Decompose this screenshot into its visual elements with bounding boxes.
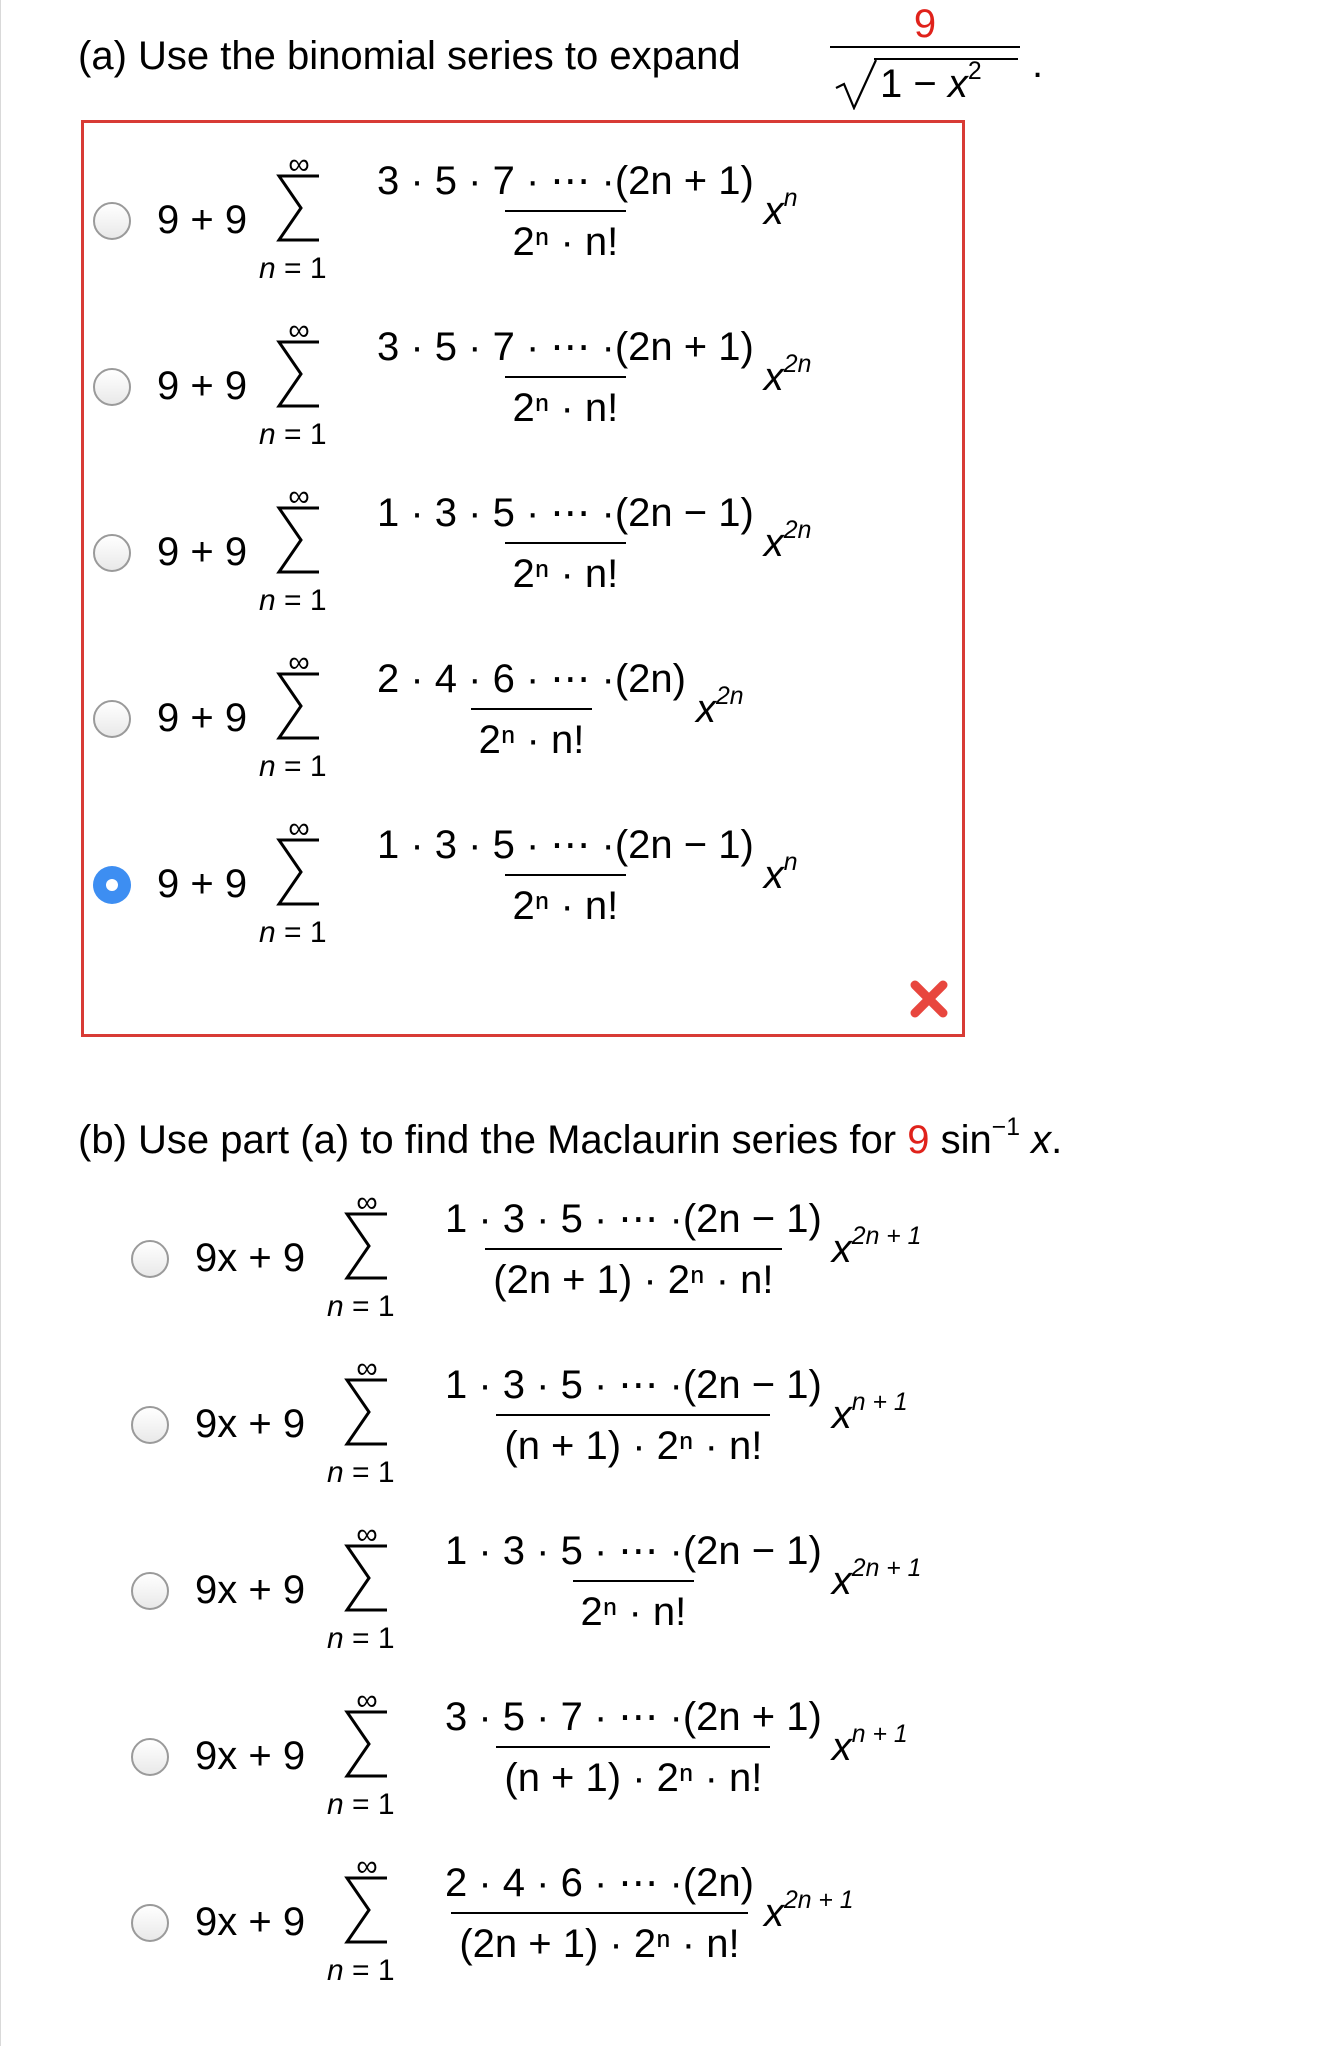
series-term (437, 1694, 908, 1801)
sum-upper-limit: ∞ (288, 646, 310, 679)
radical-overbar (874, 58, 1018, 60)
summation-icon (337, 1208, 397, 1284)
part-b-coefficient: 9 (907, 1118, 930, 1162)
power-exponent: n + 1 (851, 1389, 908, 1417)
power-variable: x (831, 1559, 852, 1603)
sum-lower-limit: n = 1 (259, 916, 327, 949)
power-variable: x (831, 1393, 852, 1437)
term-denominator: 2ⁿ · n! (573, 1580, 695, 1635)
summation-icon (337, 1706, 397, 1782)
sum-lower-limit: n = 1 (327, 1456, 395, 1489)
index-variable: n (259, 252, 276, 285)
index-variable: n (327, 1622, 344, 1655)
index-variable: n (259, 418, 276, 451)
power-term (831, 1389, 908, 1438)
power-term (831, 1555, 922, 1604)
radio-button-icon[interactable] (131, 1572, 169, 1610)
term-numerator: 2 · 4 · 6 · ⋯ ·(2n) (445, 1861, 754, 1905)
sum-upper-limit: ∞ (288, 480, 310, 513)
denominator-exponent: 2 (967, 58, 982, 86)
part-b-prompt (78, 1114, 1063, 1163)
fraction-bar (830, 46, 1020, 48)
option-lead-term: 9 + 9 (157, 198, 248, 242)
series-term (437, 1860, 854, 1967)
part-a-option-3[interactable] (93, 480, 993, 630)
part-a-option-5[interactable] (93, 812, 993, 962)
sum-lower-limit: n = 1 (259, 584, 327, 617)
power-term (763, 351, 812, 400)
power-variable: x (695, 687, 716, 731)
sum-upper-limit: ∞ (356, 1850, 378, 1883)
fraction (369, 822, 762, 929)
sum-upper-limit: ∞ (356, 1684, 378, 1717)
power-term (763, 517, 812, 566)
term-denominator: 2ⁿ · n! (505, 542, 627, 597)
sum-lower-limit: n = 1 (259, 418, 327, 451)
option-lead-term: 9x + 9 (195, 1236, 306, 1280)
term-numerator: 2 · 4 · 6 · ⋯ ·(2n) (377, 657, 686, 701)
radio-button-icon[interactable] (93, 202, 131, 240)
part-b-option-1[interactable] (131, 1186, 1031, 1336)
summation-icon (337, 1374, 397, 1450)
term-numerator: 1 · 3 · 5 · ⋯ ·(2n − 1) (377, 491, 754, 535)
power-variable: x (763, 521, 784, 565)
sum-lower-limit: n = 1 (327, 1788, 395, 1821)
part-a-option-1[interactable] (93, 148, 993, 298)
sum-upper-limit: ∞ (288, 148, 310, 181)
series-term (369, 656, 744, 763)
radio-button-icon[interactable] (93, 866, 131, 904)
term-numerator: 1 · 3 · 5 · ⋯ ·(2n − 1) (445, 1197, 822, 1241)
sum-lower-limit: n = 1 (327, 1290, 395, 1323)
index-variable: n (327, 1788, 344, 1821)
power-term (831, 1223, 922, 1272)
series-term (369, 822, 798, 929)
part-a-prompt: (a) Use the binomial series to expand (78, 34, 741, 78)
sum-lower-limit: n = 1 (259, 252, 327, 285)
part-b-variable: x (1031, 1118, 1052, 1162)
power-variable: x (763, 355, 784, 399)
part-b-option-2[interactable] (131, 1352, 1031, 1502)
term-denominator: 2ⁿ · n! (505, 874, 627, 929)
part-b-function: sin (940, 1118, 992, 1162)
power-exponent: n (783, 185, 798, 213)
term-denominator: 2ⁿ · n! (505, 376, 627, 431)
x-mark-icon (908, 978, 950, 1020)
fraction (369, 656, 694, 763)
index-variable: n (259, 750, 276, 783)
power-exponent: 2n (715, 683, 744, 711)
index-variable: n (327, 1954, 344, 1987)
sum-lower-limit: n = 1 (327, 1954, 395, 1987)
power-exponent: 2n + 1 (851, 1555, 922, 1583)
sum-lower-limit: n = 1 (327, 1622, 395, 1655)
series-term (369, 490, 811, 597)
fraction (437, 1528, 830, 1635)
series-term (437, 1362, 908, 1469)
sum-upper-limit: ∞ (356, 1518, 378, 1551)
part-b-option-5[interactable] (131, 1850, 1031, 2000)
series-term (369, 158, 798, 265)
term-numerator: 1 · 3 · 5 · ⋯ ·(2n − 1) (445, 1529, 822, 1573)
power-exponent: 2n + 1 (851, 1223, 922, 1251)
power-exponent: 2n (783, 351, 812, 379)
fraction (369, 324, 762, 431)
fraction (437, 1860, 762, 1967)
power-exponent: 2n + 1 (783, 1887, 854, 1915)
option-lead-term: 9 + 9 (157, 862, 248, 906)
sum-lower-limit: n = 1 (259, 750, 327, 783)
fraction (437, 1362, 830, 1469)
power-variable: x (763, 853, 784, 897)
option-lead-term: 9x + 9 (195, 1734, 306, 1778)
term-numerator: 3 · 5 · 7 · ⋯ ·(2n + 1) (377, 159, 754, 203)
term-numerator: 3 · 5 · 7 · ⋯ ·(2n + 1) (445, 1695, 822, 1739)
term-numerator: 1 · 3 · 5 · ⋯ ·(2n − 1) (377, 823, 754, 867)
radio-button-icon[interactable] (131, 1240, 169, 1278)
term-denominator: (2n + 1) · 2ⁿ · n! (451, 1912, 747, 1967)
denominator-var: x (947, 62, 968, 106)
radio-button-icon[interactable] (93, 368, 131, 406)
fraction (369, 490, 762, 597)
term-denominator: 2ⁿ · n! (471, 708, 593, 763)
denominator-text: 1 − (880, 62, 948, 106)
power-variable: x (831, 1725, 852, 1769)
part-b-option-3[interactable] (131, 1518, 1031, 1668)
summation-icon (269, 668, 329, 744)
sum-upper-limit: ∞ (356, 1352, 378, 1385)
radio-button-icon[interactable] (93, 700, 131, 738)
radio-button-icon[interactable] (131, 1738, 169, 1776)
summation-icon (269, 502, 329, 578)
power-term (695, 683, 744, 732)
term-denominator: (2n + 1) · 2ⁿ · n! (485, 1248, 781, 1303)
power-variable: x (763, 189, 784, 233)
part-a-end-punct: . (1032, 42, 1044, 86)
power-term (831, 1721, 908, 1770)
term-denominator: (n + 1) · 2ⁿ · n! (496, 1414, 770, 1469)
index-variable: n (259, 584, 276, 617)
power-term (763, 849, 798, 898)
option-lead-term: 9 + 9 (157, 530, 248, 574)
sum-upper-limit: ∞ (356, 1186, 378, 1219)
index-variable: n (327, 1456, 344, 1489)
expression-numerator: 9 (913, 2, 937, 46)
term-numerator: 3 · 5 · 7 · ⋯ ·(2n + 1) (377, 325, 754, 369)
index-variable: n (327, 1290, 344, 1323)
radio-button-icon[interactable] (131, 1904, 169, 1942)
option-lead-term: 9 + 9 (157, 696, 248, 740)
square-root-icon (834, 58, 878, 110)
option-lead-term: 9x + 9 (195, 1402, 306, 1446)
radio-button-icon[interactable] (93, 534, 131, 572)
part-b-option-4[interactable] (131, 1684, 1031, 1834)
power-exponent: n + 1 (851, 1721, 908, 1749)
radio-button-icon[interactable] (131, 1406, 169, 1444)
part-b-function-exponent: −1 (991, 1114, 1021, 1142)
summation-icon (337, 1872, 397, 1948)
index-variable: n (259, 916, 276, 949)
summation-icon (269, 170, 329, 246)
part-a-expression (830, 0, 1020, 120)
part-a-option-2[interactable] (93, 314, 993, 464)
power-exponent: 2n (783, 517, 812, 545)
part-a-option-4[interactable] (93, 646, 993, 796)
sum-upper-limit: ∞ (288, 812, 310, 845)
series-term (437, 1196, 921, 1303)
power-term (763, 1887, 854, 1936)
term-denominator: (n + 1) · 2ⁿ · n! (496, 1746, 770, 1801)
series-term (369, 324, 811, 431)
power-term (763, 185, 798, 234)
part-b-prompt-text: (b) Use part (a) to find the Maclaurin series for (78, 1118, 897, 1162)
summation-icon (269, 834, 329, 910)
expression-denominator (880, 58, 982, 107)
option-lead-term: 9 + 9 (157, 364, 248, 408)
power-exponent: n (783, 849, 798, 877)
sum-upper-limit: ∞ (288, 314, 310, 347)
summation-icon (269, 336, 329, 412)
option-lead-term: 9x + 9 (195, 1900, 306, 1944)
part-b-end-punct: . (1051, 1118, 1063, 1162)
fraction (437, 1196, 830, 1303)
power-variable: x (763, 1891, 784, 1935)
series-term (437, 1528, 921, 1635)
page-edge (0, 0, 1, 2046)
term-numerator: 1 · 3 · 5 · ⋯ ·(2n − 1) (445, 1363, 822, 1407)
option-lead-term: 9x + 9 (195, 1568, 306, 1612)
fraction (369, 158, 762, 265)
power-variable: x (831, 1227, 852, 1271)
fraction (437, 1694, 830, 1801)
term-denominator: 2ⁿ · n! (505, 210, 627, 265)
summation-icon (337, 1540, 397, 1616)
